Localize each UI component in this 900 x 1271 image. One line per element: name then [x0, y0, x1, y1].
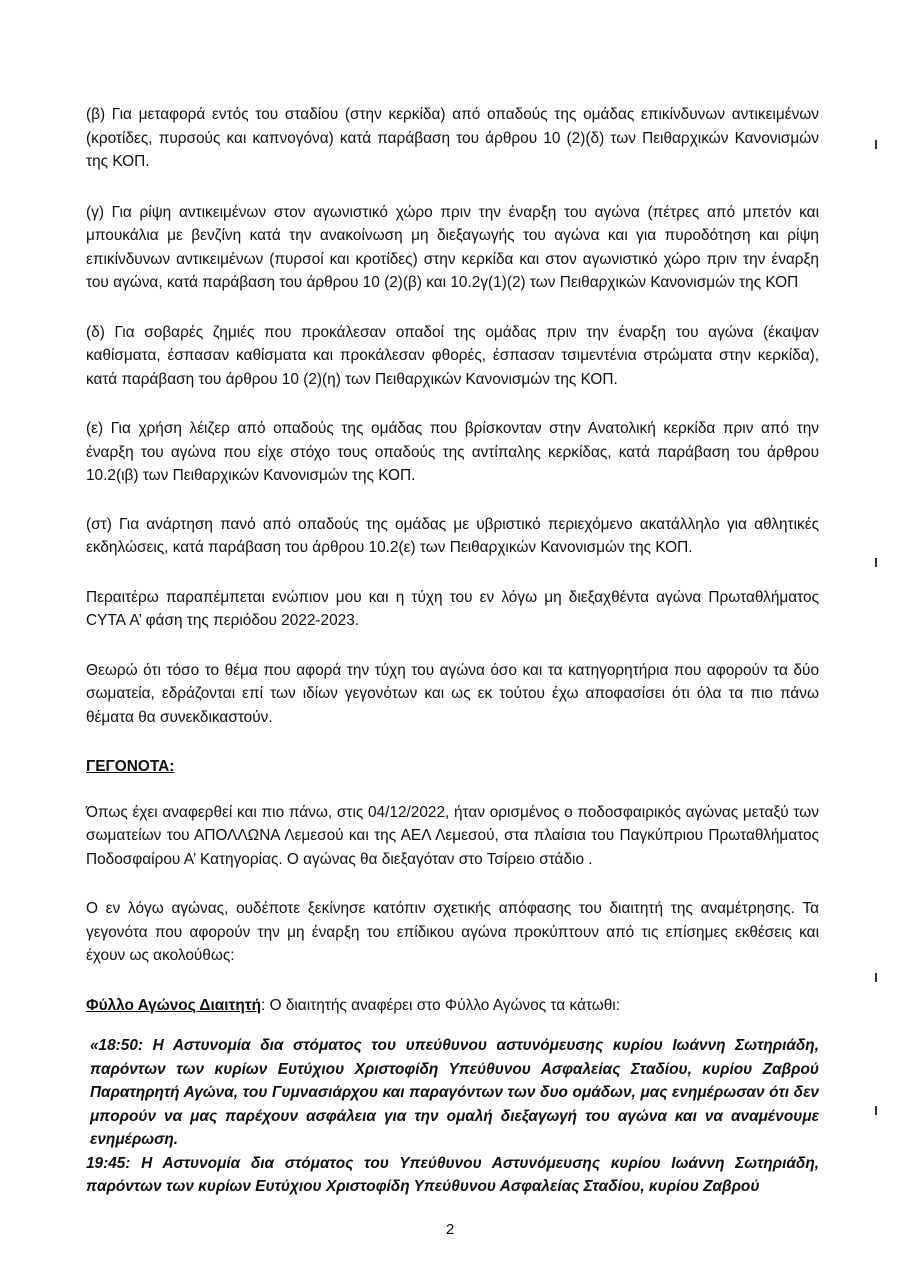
facts-paragraph-second: Ο εν λόγω αγώνας, ουδέποτε ξεκίνησε κατόπιν σχετικής απόφασης του διαιτητή της αναμέτρησης. Τα γεγονότα που αφορούν την μη έναρξη του επίδικου αγώνα προκύπτουν από τις επίσημες εκθέσεις και έχουν ως ακολούθως:	[86, 900, 819, 964]
scan-mark	[875, 1106, 877, 1115]
paragraph-delta: (δ) Για σοβαρές ζημιές που προκάλεσαν οπαδοί της ομάδας πριν την έναρξη του αγώνα (έκαψαν καθίσματα, έσπασαν καθίσματα και προκάλεσαν φθορές, έσπασαν τσιμεντένια στρώματα στην κερκίδα), κατά παράβαση του άρθρου 10 (2)(η) των Πειθαρχικών Κανονισμών της ΚΟΠ.	[86, 323, 819, 388]
quote-1850: «18:50: Η Αστυνομία δια στόματος του υπεύθυνου αστυνόμευσης κυρίου Ιωάννη Σωτηριάδη, παρόντων των κυρίων Ευτύχιου Χριστοφίδη Υπεύθυνου Ασφαλείας Σταδίου, κυρίου Ζαβρού Παρατηρητή Αγώνα, του Γυμνασιάρχου και παραγόντων των δυο ομάδων, μας ενημέρωσαν ότι δεν μπορούν να μας παρέχουν ασφάλεια για την ομαλή διεξαγωγή του αγώνα και να αναμένουμε ενημέρωση.	[90, 1037, 819, 1148]
scan-mark	[875, 973, 877, 982]
paragraph-joint-hearing: Θεωρώ ότι τόσο το θέμα που αφορά την τύχη του αγώνα όσο και τα κατηγορητήρια που αφορούν τα δύο σωματεία, εδράζονται επί των ιδίων γεγονότων και ως εκ τούτου έχω αποφασίσει ότι όλα τα πιο πάνω θέματα θα συνεκδικαστούν.	[86, 661, 819, 726]
paragraph-gamma: (γ) Για ρίψη αντικειμένων στον αγωνιστικό χώρο πριν την έναρξη του αγώνα (πέτρες από μπετόν και μπουκάλια με βενζίνη κατά την ανακοίνωση μη διεξαγωγής του αγώνα και για πυροδότηση και ρίψη επικίνδυνων αντικειμένων (πυρσοί και κροτίδες) στην κερκίδα και στον αγωνιστικό χώρο πριν την έναρξη του αγώνα, κατά παράβαση του άρθρου 10 (2)(β) και 10.2γ(1)(2) των Πειθαρχικών Κανονισμών της ΚΟΠ	[86, 203, 819, 291]
facts-heading: ΓΕΓΟΝΟΤΑ:	[86, 758, 175, 775]
paragraph-st: (στ) Για ανάρτηση πανό από οπαδούς της ομάδας με υβριστικό περιεχόμενο ακατάλληλο για αθλητικές εκδηλώσεις, κατά παράβαση του άρθρου 10.2(ε) των Πειθαρχικών Κανονισμών της ΚΟΠ.	[86, 515, 819, 556]
scan-mark	[875, 558, 877, 567]
referee-sheet-title: Φύλλο Αγώνος Διαιτητή	[86, 996, 262, 1014]
referee-sheet-text: : Ο διαιτητής αναφέρει στο Φύλλο Αγώνος τα κάτωθι:	[261, 996, 620, 1014]
scan-mark	[875, 140, 877, 149]
quote-1945: 19:45: Η Αστυνομία δια στόματος του Υπεύθυνου Αστυνόμευσης κυρίου Ιωάννη Σωτηριάδη, παρόντων των κυρίων Ευτύχιου Χριστοφίδη Υπεύθυνου Ασφαλείας Σταδίου, κυρίου Ζαβρού	[86, 1154, 819, 1195]
document-body	[86, 103, 819, 1199]
paragraph-epsilon: (ε) Για χρήση λέιζερ από οπαδούς της ομάδας που βρίσκονταν στην Ανατολική κερκίδα πριν από την έναρξη του αγώνα που είχε στόχο τους οπαδούς της αντίπαλης κερκίδας, κατά παράβαση του άρθρου 10.2(ιβ) των Πειθαρχικών Κανονισμών της ΚΟΠ.	[86, 420, 819, 484]
paragraph-beta: (β) Για μεταφορά εντός του σταδίου (στην κερκίδα) από οπαδούς της ομάδας επικίνδυνων αντικειμένων (κροτίδες, πυρσούς και καπνογόνα) κατά παράβαση του άρθρου 10 (2)(δ) των Πειθαρχικών Κανονισμών της ΚΟΠ.	[86, 106, 819, 170]
facts-paragraph-first: Όπως έχει αναφερθεί και πιο πάνω, στις 04/12/2022, ήταν ορισμένος ο ποδοσφαιρικός αγώνας μεταξύ των σωματείων του ΑΠΟΛΛΩΝΑ Λεμεσού και της ΑΕΛ Λεμεσού, στα πλαίσια του Παγκύπριου Πρωταθλήματος Ποδοσφαίρου Α’ Κατηγορίας. Ο αγώνας θα διεξαγόταν στο Τσίρειο στάδιο .	[86, 803, 819, 868]
paragraph-further-referral: Περαιτέρω παραπέμπεται ενώπιον μου και η τύχη του εν λόγω μη διεξαχθέντα αγώνα Πρωταθλήματος CYTA Α’ φάση της περιόδου 2022-2023.	[86, 588, 819, 629]
referee-sheet-paragraph	[86, 994, 819, 1018]
page-number: 2	[445, 1221, 455, 1238]
